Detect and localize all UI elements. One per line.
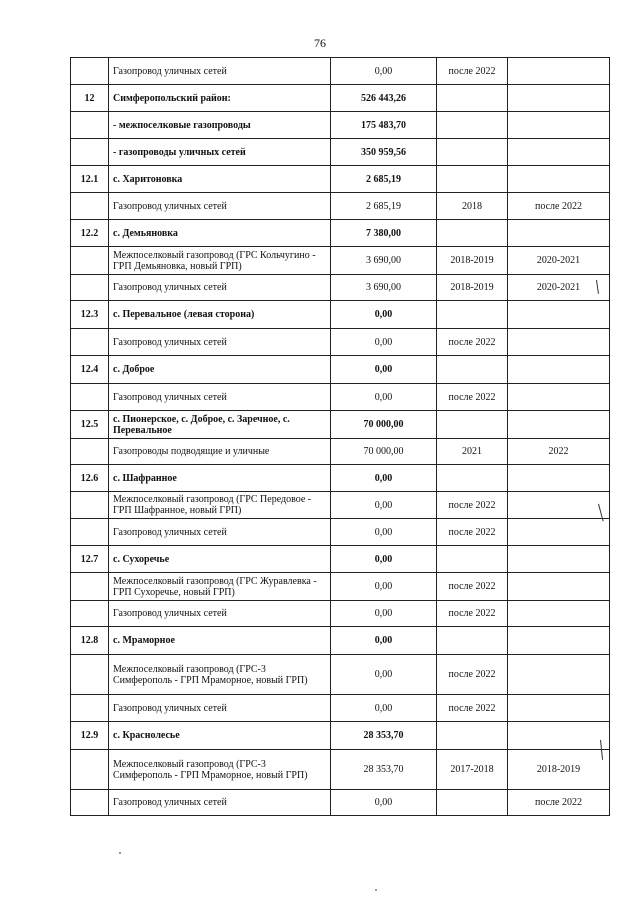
gas-pipeline-table: [70, 57, 610, 816]
cell-y1: после 2022: [437, 655, 508, 695]
cell-y2: 2018-2019: [508, 750, 610, 790]
cell-value: 0,00: [331, 329, 437, 356]
cell-y1: [437, 85, 508, 112]
cell-num: 12.5: [71, 411, 109, 439]
cell-y2: [508, 112, 610, 139]
cell-y1: [437, 220, 508, 247]
cell-value: 0,00: [331, 465, 437, 492]
cell-name: Газопровод уличных сетей: [109, 790, 331, 816]
cell-y1: [437, 790, 508, 816]
cell-y1: [437, 166, 508, 193]
table-row: [71, 220, 610, 247]
cell-y1: 2017-2018: [437, 750, 508, 790]
cell-value: 0,00: [331, 519, 437, 546]
cell-y2: [508, 492, 610, 519]
cell-y2: [508, 573, 610, 601]
cell-num: [71, 695, 109, 722]
cell-name: - газопроводы уличных сетей: [109, 139, 331, 166]
cell-num: [71, 384, 109, 411]
cell-value: 526 443,26: [331, 85, 437, 112]
cell-value: 3 690,00: [331, 275, 437, 301]
cell-y1: после 2022: [437, 519, 508, 546]
cell-value: 70 000,00: [331, 439, 437, 465]
cell-name: с. Харитоновка: [109, 166, 331, 193]
cell-y2: [508, 329, 610, 356]
table-row: [71, 356, 610, 384]
cell-y2: [508, 356, 610, 384]
cell-name: Межпоселковый газопровод (ГРС Передовое - ГРП Шафранное, новый ГРП): [109, 492, 331, 519]
cell-y1: 2018: [437, 193, 508, 220]
table-row: [71, 112, 610, 139]
cell-name: Межпоселковый газопровод (ГРС Кольчугино - ГРП Демьяновка, новый ГРП): [109, 247, 331, 275]
cell-y2: [508, 166, 610, 193]
cell-value: 0,00: [331, 546, 437, 573]
table-row: [71, 695, 610, 722]
cell-y1: [437, 465, 508, 492]
cell-y2: после 2022: [508, 193, 610, 220]
cell-y2: [508, 384, 610, 411]
cell-name: с. Сухоречье: [109, 546, 331, 573]
cell-y2: [508, 139, 610, 166]
cell-y2: [508, 85, 610, 112]
cell-value: 0,00: [331, 655, 437, 695]
cell-value: 2 685,19: [331, 193, 437, 220]
cell-num: [71, 790, 109, 816]
cell-name: с. Краснолесье: [109, 722, 331, 750]
cell-y1: [437, 722, 508, 750]
cell-name: с. Демьяновка: [109, 220, 331, 247]
cell-value: 3 690,00: [331, 247, 437, 275]
cell-num: [71, 655, 109, 695]
cell-num: 12.4: [71, 356, 109, 384]
cell-num: [71, 247, 109, 275]
cell-y1: после 2022: [437, 695, 508, 722]
cell-name: Межпоселковый газопровод (ГРС-3 Симферополь - ГРП Мраморное, новый ГРП): [109, 750, 331, 790]
cell-value: 70 000,00: [331, 411, 437, 439]
cell-value: 2 685,19: [331, 166, 437, 193]
cell-y1: после 2022: [437, 58, 508, 85]
cell-name: Газопровод уличных сетей: [109, 601, 331, 627]
cell-y1: после 2022: [437, 573, 508, 601]
cell-name: Газопровод уличных сетей: [109, 695, 331, 722]
scan-dot: [375, 889, 377, 891]
cell-name: Газопровод уличных сетей: [109, 384, 331, 411]
cell-name: Газопровод уличных сетей: [109, 275, 331, 301]
cell-num: 12.8: [71, 627, 109, 655]
table-row: [71, 439, 610, 465]
table-row: [71, 790, 610, 816]
cell-name: с. Доброе: [109, 356, 331, 384]
cell-y1: после 2022: [437, 329, 508, 356]
table-row: [71, 193, 610, 220]
cell-value: 0,00: [331, 695, 437, 722]
cell-name: Газопровод уличных сетей: [109, 329, 331, 356]
cell-y2: [508, 519, 610, 546]
cell-num: [71, 439, 109, 465]
cell-num: 12.3: [71, 301, 109, 329]
cell-value: 0,00: [331, 384, 437, 411]
cell-name: с. Мраморное: [109, 627, 331, 655]
cell-y1: [437, 627, 508, 655]
cell-y2: [508, 58, 610, 85]
cell-name: Газопроводы подводящие и уличные: [109, 439, 331, 465]
cell-y2: 2020-2021: [508, 247, 610, 275]
cell-y1: [437, 411, 508, 439]
table-row: [71, 301, 610, 329]
cell-y1: [437, 546, 508, 573]
cell-y1: [437, 356, 508, 384]
cell-num: 12.6: [71, 465, 109, 492]
cell-y1: после 2022: [437, 601, 508, 627]
cell-value: 0,00: [331, 601, 437, 627]
cell-y1: [437, 112, 508, 139]
cell-num: 12.9: [71, 722, 109, 750]
cell-value: 0,00: [331, 58, 437, 85]
table-body: [71, 58, 610, 816]
table-row: [71, 139, 610, 166]
cell-value: 0,00: [331, 356, 437, 384]
cell-value: 0,00: [331, 301, 437, 329]
cell-y2: [508, 627, 610, 655]
cell-name: - межпоселковые газопроводы: [109, 112, 331, 139]
table-row: [71, 573, 610, 601]
table-row: [71, 655, 610, 695]
cell-name: с. Шафранное: [109, 465, 331, 492]
cell-y1: после 2022: [437, 384, 508, 411]
cell-num: 12: [71, 85, 109, 112]
table-row: [71, 492, 610, 519]
table-row: [71, 465, 610, 492]
table-row: [71, 750, 610, 790]
table-row: [71, 601, 610, 627]
cell-value: 0,00: [331, 790, 437, 816]
table-row: [71, 384, 610, 411]
cell-num: [71, 573, 109, 601]
cell-y2: 2022: [508, 439, 610, 465]
table-row: [71, 519, 610, 546]
table-row: [71, 329, 610, 356]
cell-name: Газопровод уличных сетей: [109, 58, 331, 85]
table-row: [71, 275, 610, 301]
cell-name: Межпоселковый газопровод (ГРС Журавлевка - ГРП Сухоречье, новый ГРП): [109, 573, 331, 601]
cell-num: [71, 519, 109, 546]
cell-y2: [508, 220, 610, 247]
cell-num: [71, 275, 109, 301]
cell-y2: [508, 722, 610, 750]
cell-y2: 2020-2021: [508, 275, 610, 301]
cell-y1: 2018-2019: [437, 247, 508, 275]
cell-value: 28 353,70: [331, 722, 437, 750]
cell-y1: [437, 301, 508, 329]
cell-y2: [508, 301, 610, 329]
cell-num: 12.7: [71, 546, 109, 573]
table-row: [71, 85, 610, 112]
cell-value: 0,00: [331, 573, 437, 601]
cell-num: [71, 601, 109, 627]
cell-num: [71, 58, 109, 85]
table-row: [71, 247, 610, 275]
cell-name: Симферопольский район:: [109, 85, 331, 112]
cell-name: Газопровод уличных сетей: [109, 519, 331, 546]
cell-y1: 2021: [437, 439, 508, 465]
cell-num: [71, 193, 109, 220]
table-row: [71, 411, 610, 439]
cell-value: 0,00: [331, 492, 437, 519]
cell-y2: после 2022: [508, 790, 610, 816]
cell-value: 7 380,00: [331, 220, 437, 247]
cell-y2: [508, 411, 610, 439]
cell-num: [71, 750, 109, 790]
cell-value: 0,00: [331, 627, 437, 655]
table-row: [71, 546, 610, 573]
cell-y1: [437, 139, 508, 166]
cell-num: 12.2: [71, 220, 109, 247]
cell-value: 175 483,70: [331, 112, 437, 139]
cell-name: Газопровод уличных сетей: [109, 193, 331, 220]
cell-num: [71, 329, 109, 356]
cell-y2: [508, 695, 610, 722]
cell-num: [71, 112, 109, 139]
cell-value: 28 353,70: [331, 750, 437, 790]
table-row: [71, 627, 610, 655]
cell-y2: [508, 546, 610, 573]
cell-y2: [508, 655, 610, 695]
page-number: 76: [314, 36, 326, 50]
cell-name: с. Перевальное (левая сторона): [109, 301, 331, 329]
cell-num: [71, 492, 109, 519]
cell-num: [71, 139, 109, 166]
cell-y2: [508, 601, 610, 627]
cell-name: с. Пионерское, с. Доброе, с. Заречное, с. Перевальное: [109, 411, 331, 439]
cell-y2: [508, 465, 610, 492]
cell-name: Межпоселковый газопровод (ГРС-3 Симферополь - ГРП Мраморное, новый ГРП): [109, 655, 331, 695]
table-row: [71, 166, 610, 193]
table-row: [71, 722, 610, 750]
cell-y1: после 2022: [437, 492, 508, 519]
cell-y1: 2018-2019: [437, 275, 508, 301]
scan-dot: [119, 852, 121, 854]
table-row: [71, 58, 610, 85]
cell-num: 12.1: [71, 166, 109, 193]
cell-value: 350 959,56: [331, 139, 437, 166]
